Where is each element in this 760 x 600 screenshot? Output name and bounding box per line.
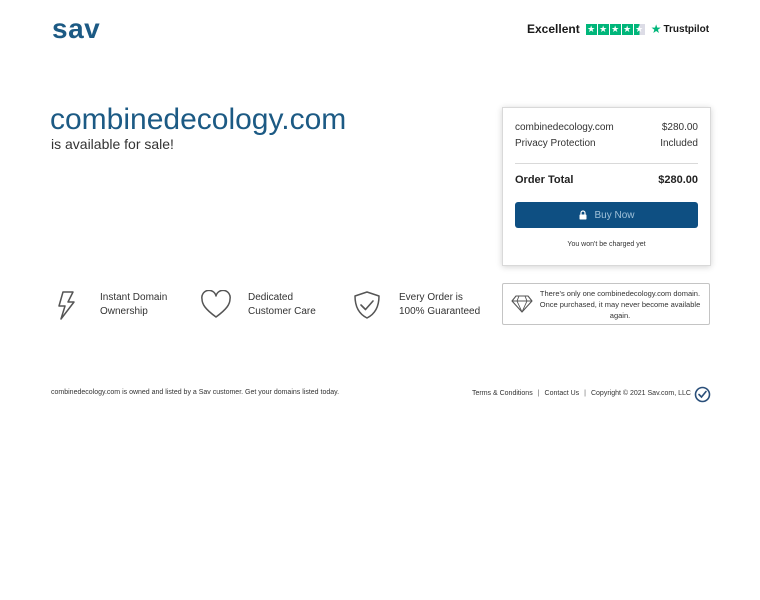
order-divider xyxy=(515,163,698,164)
star-icon: ★ xyxy=(599,23,608,34)
trustpilot-rating[interactable] xyxy=(527,22,709,36)
trust-label: Excellent xyxy=(527,22,580,36)
contact-link[interactable]: Contact Us xyxy=(544,390,580,397)
unique-domain-text: There's only one combinedecology.com domain. Once purchased, it may never become available again. xyxy=(539,288,701,320)
total-value: $280.00 xyxy=(658,174,698,186)
diamond-icon xyxy=(511,295,533,313)
heart-icon xyxy=(200,290,232,320)
separator: | xyxy=(584,390,586,397)
star-icon: ★ xyxy=(611,23,620,34)
lightning-icon xyxy=(52,290,84,320)
terms-link[interactable]: Terms & Conditions xyxy=(472,390,533,397)
item-label: combinedecology.com xyxy=(515,122,614,133)
feature-text xyxy=(248,291,316,319)
feature-line1: Dedicated xyxy=(248,292,294,303)
unique-domain-notice xyxy=(502,283,710,325)
buy-now-button[interactable] xyxy=(515,202,698,228)
star-half-icon: ★ xyxy=(635,23,644,34)
feature-line1: Every Order is xyxy=(399,292,463,303)
feature-line2: Ownership xyxy=(100,306,148,317)
privacy-label: Privacy Protection xyxy=(515,138,596,149)
trust-stars xyxy=(586,24,645,35)
charge-note: You won't be charged yet xyxy=(567,241,646,248)
domain-title: combinedecology.com xyxy=(50,103,347,136)
feature-line1: Instant Domain xyxy=(100,292,168,303)
order-summary-card xyxy=(502,107,711,266)
feature-instant-ownership xyxy=(52,290,167,320)
buy-now-label: Buy Now xyxy=(594,209,635,221)
shield-check-icon xyxy=(351,290,383,320)
security-badge-icon[interactable] xyxy=(694,386,711,403)
feature-text xyxy=(399,291,480,319)
sav-logo[interactable]: sav xyxy=(52,13,101,44)
star-icon: ★ xyxy=(623,23,632,34)
trustpilot-brand: Trustpilot xyxy=(663,23,710,35)
feature-customer-care xyxy=(200,290,316,320)
trustpilot-logo xyxy=(651,22,709,36)
item-price: $280.00 xyxy=(661,122,698,133)
privacy-value: Included xyxy=(660,138,698,149)
order-item-row xyxy=(515,122,698,133)
copyright-text: Copyright © 2021 Sav.com, LLC xyxy=(590,390,691,397)
separator: | xyxy=(537,390,540,397)
feature-text xyxy=(100,291,167,319)
footer-links xyxy=(472,390,691,397)
privacy-row xyxy=(515,138,698,149)
lock-icon xyxy=(578,210,588,220)
order-total-row xyxy=(515,174,698,186)
trustpilot-star-icon: ★ xyxy=(650,22,662,36)
feature-guarantee xyxy=(351,290,480,320)
footer-ownership-text: combinedecology.com is owned and listed by a Sav customer. Get your domains listed today. xyxy=(51,389,340,396)
star-icon: ★ xyxy=(587,23,596,34)
total-label: Order Total xyxy=(515,174,574,186)
feature-line2: 100% Guaranteed xyxy=(399,306,481,317)
availability-text: is available for sale! xyxy=(51,136,174,152)
feature-line2: Customer Care xyxy=(248,306,316,317)
